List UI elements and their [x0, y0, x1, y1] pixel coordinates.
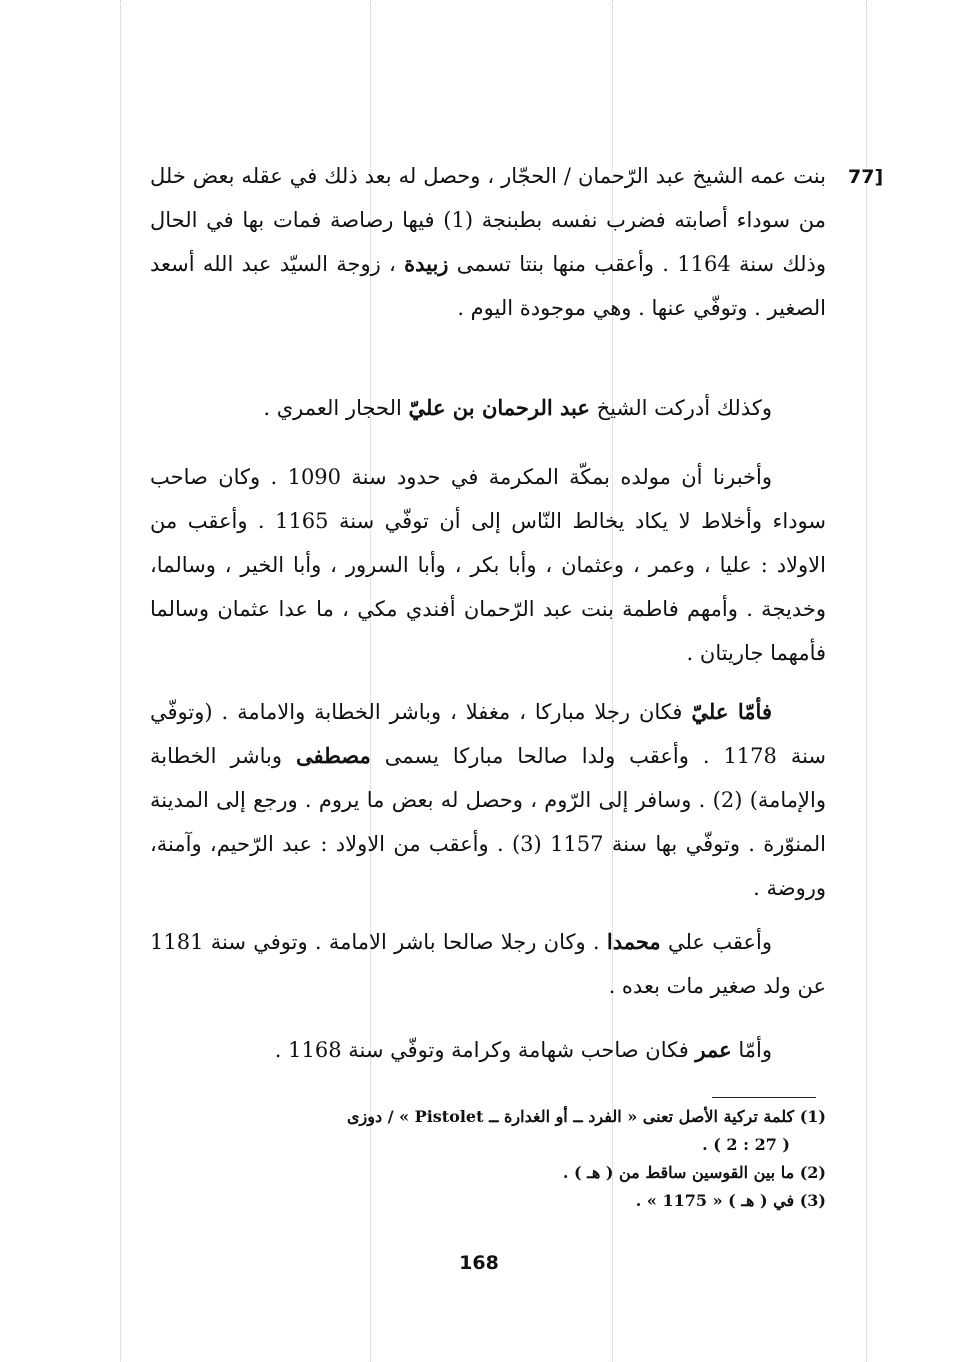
- name-ali: فأمّا عليّ: [691, 699, 772, 724]
- name-abd-al-rahman: عبد الرحمان بن عليّ: [408, 395, 590, 420]
- paragraph-2: [150, 386, 826, 430]
- name-mustafa: مصطفى: [295, 743, 371, 768]
- footnote-3: (3) في ( هـ ) « 1175 » .: [635, 1191, 826, 1210]
- name-umar: عمر: [695, 1037, 732, 1062]
- paragraph-6: [150, 1028, 826, 1072]
- margin-page-reference: 77]: [848, 166, 884, 188]
- paragraph-4: [150, 690, 826, 910]
- footnotes: [150, 1103, 826, 1215]
- scan-artifact-line: [120, 0, 121, 1362]
- paragraph-3-text: وأخبرنا أن مولده بمكّة المكرمة في حدود سنة 1090 . وكان صاحب سوداء وأخلاط لا يكاد يخالط النّاس إلى أن توفّي سنة 1165 . وأعقب من الاولاد : عليا ، وعمر ، وعثمان ، وأبا بكر ، وأبا السرور ، وأبا الخير ، وسالما، وخديجة . وأمهم فاطمة بنت عبد الرّحمان أفندي مكي ، ما عدا عثمان وسالما فأمهما جاريتان .: [150, 465, 826, 665]
- paragraph-5-text-b: . وكان رجلا صالحا باشر الامامة . وتوفي سنة 1181 عن ولد صغير مات بعده .: [150, 930, 826, 998]
- scan-artifact-line: [866, 0, 867, 1362]
- footnote-separator: [712, 1097, 816, 1098]
- paragraph-1-text-a: بنت عمه الشيخ عبد الرّحمان / الحجّار ، وحصل له بعد ذلك في عقله بعض خلل من سوداء أصابته فضرب نفسه بطبنجة (1) فيها رصاصة فمات بها في الحال وذلك سنة 1164 . وأعقب منها بنتا تسمى: [150, 164, 826, 276]
- footnote-1: (1) كلمة تركية الأصل تعنى « الفرد ــ أو الغدارة ــ Pistolet » / دوزى: [347, 1107, 826, 1126]
- paragraph-6-text-a: وأمّا: [731, 1038, 772, 1062]
- paragraph-4-text-a: فكان رجلا مباركا ، مغفلا ، وباشر الخطابة والامامة . (وتوفّي سنة 1178 . وأعقب ولدا صالحا مباركا يسمى: [150, 700, 827, 768]
- page-number: 168: [459, 1252, 499, 1274]
- name-muhammad: محمدا: [606, 929, 661, 954]
- name-zubayda: زبيدة: [404, 251, 449, 276]
- paragraph-5-text-a: وأعقب علي: [660, 930, 772, 954]
- paragraph-6-text-b: فكان صاحب شهامة وكرامة وتوفّي سنة 1168 .: [274, 1038, 696, 1062]
- paragraph-1-text-b: ، زوجة السيّد عبد الله أسعد الصغير . وتوفّي عنها . وهي موجودة اليوم .: [150, 252, 826, 320]
- paragraph-2-text-a: وكذلك أدركت الشيخ: [589, 396, 772, 420]
- paragraph-1: [150, 154, 826, 330]
- paragraph-4-text-b: وباشر الخطابة والإمامة) (2) . وسافر إلى الرّوم ، وحصل له بعض ما يروم . ورجع إلى المدينة المنوّرة . وتوفّي بها سنة 1157 (3) . وأعقب من الاولاد : عبد الرّحيم، وآمنة، وروضة .: [150, 744, 826, 900]
- paragraph-5: [150, 920, 826, 1008]
- paragraph-2-text-b: الحجار العمري .: [263, 396, 409, 420]
- paragraph-3: [150, 455, 826, 675]
- footnote-2: (2) ما بين القوسين ساقط من ( هـ ) .: [562, 1163, 826, 1182]
- footnote-1-continuation: ( 27 : 2 ) .: [702, 1135, 790, 1154]
